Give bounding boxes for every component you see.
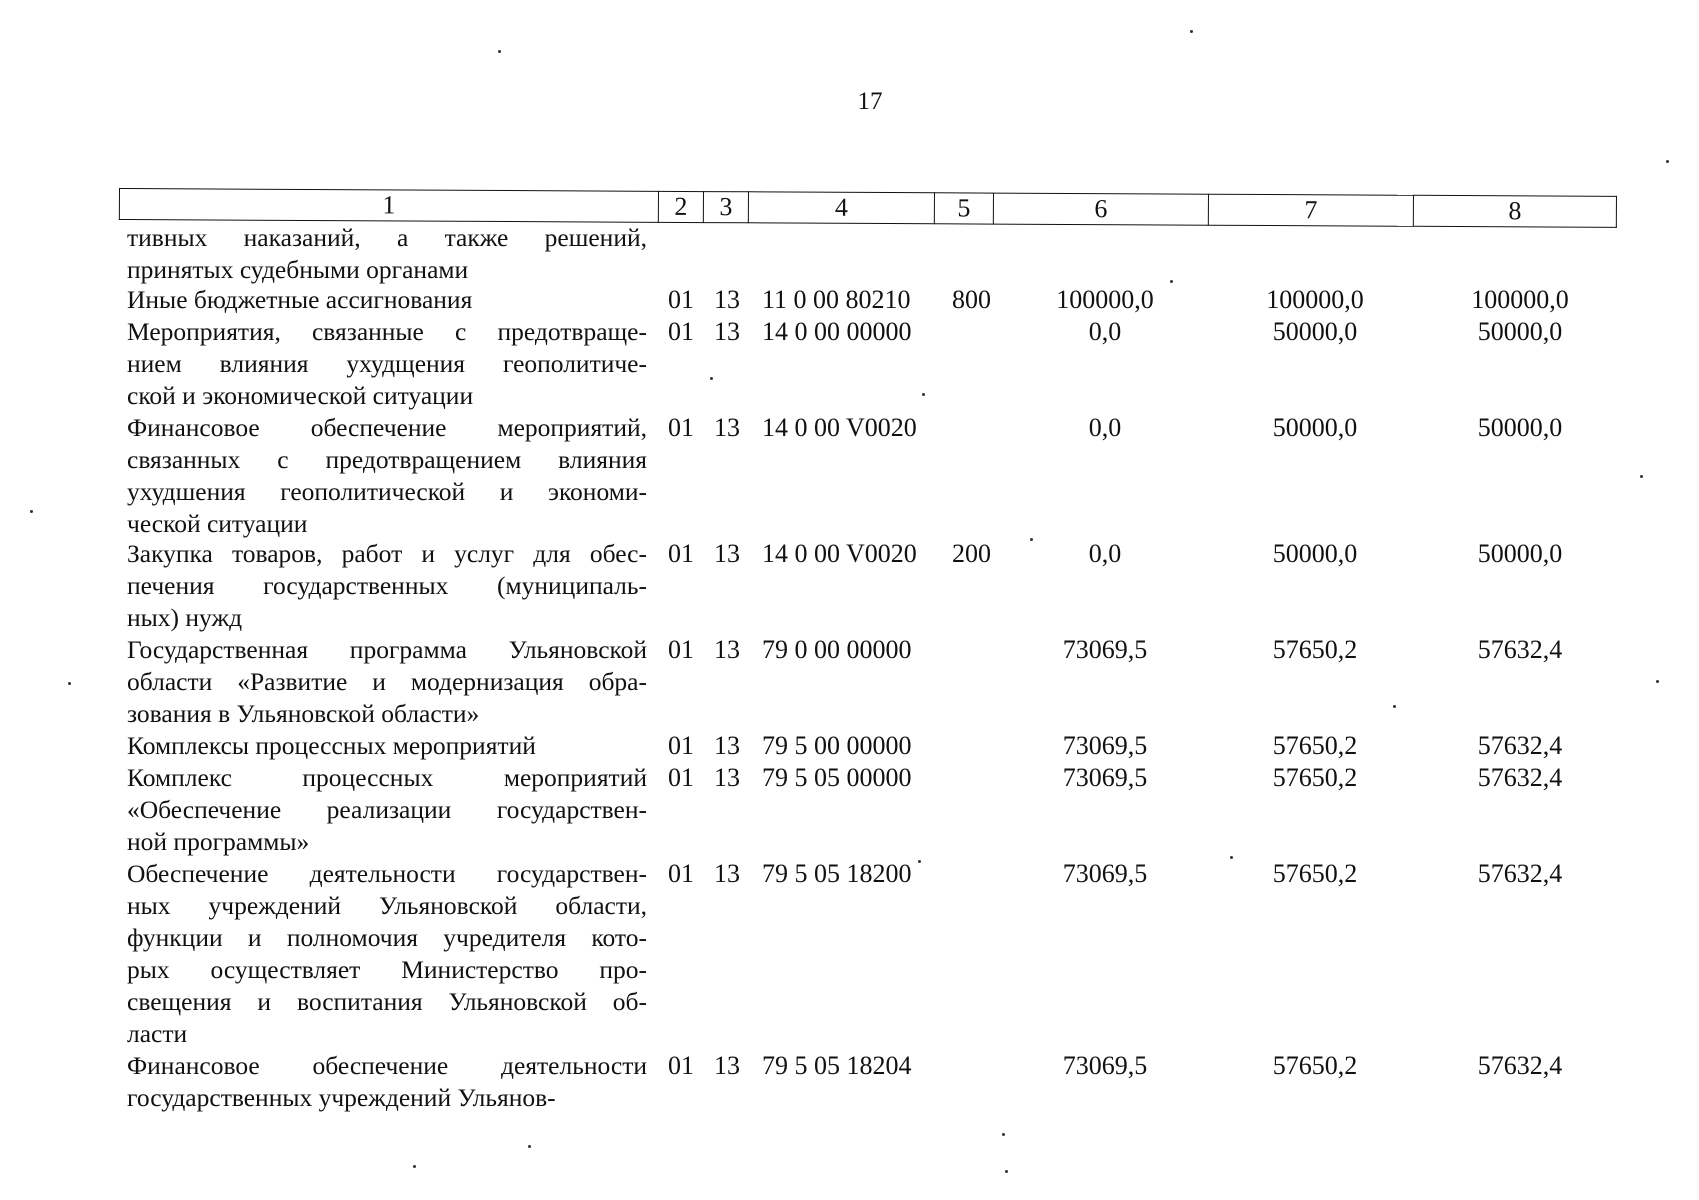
row-name xyxy=(127,222,647,286)
row-name-line: зования в Ульяновской области» xyxy=(127,699,480,728)
scan-speck xyxy=(710,377,713,380)
row-name-line: государственных учреждений Ульянов- xyxy=(127,1083,556,1112)
cell-col-2: 01 xyxy=(668,285,694,314)
cell-col-6: 73069,5 xyxy=(1062,763,1148,792)
scan-speck xyxy=(1656,680,1659,683)
cell-col-3: 13 xyxy=(714,731,740,760)
cell-col-8: 57632,4 xyxy=(1477,1051,1563,1080)
row-name-line: Комплексы процессных мероприятий xyxy=(127,731,536,760)
cell-col-6: 0,0 xyxy=(1088,413,1122,442)
row-name-line: печения государственных (муниципаль- xyxy=(127,571,647,600)
row-name-line: ской и экономической ситуации xyxy=(127,381,474,410)
cell-col-4: 79 5 05 00000 xyxy=(762,763,912,792)
cell-col-6: 73069,5 xyxy=(1062,635,1148,664)
cell-col-4: 79 0 00 00000 xyxy=(762,635,912,664)
cell-col-8: 50000,0 xyxy=(1477,413,1563,442)
scan-speck xyxy=(918,860,921,863)
row-name xyxy=(127,316,647,412)
column-header-4: 4 xyxy=(748,192,934,224)
cell-col-6: 73069,5 xyxy=(1062,859,1148,888)
cell-col-2: 01 xyxy=(668,539,694,568)
row-name-line: ных) нужд xyxy=(127,603,243,632)
column-header-8: 8 xyxy=(1413,195,1616,227)
cell-col-8: 57632,4 xyxy=(1477,731,1563,760)
cell-col-8: 57632,4 xyxy=(1477,635,1563,664)
scan-speck xyxy=(413,1165,416,1168)
cell-col-2: 01 xyxy=(668,859,694,888)
cell-col-3: 13 xyxy=(714,1051,740,1080)
row-name-line: ухудшения геополитической и экономи- xyxy=(127,477,647,506)
row-name-line: Комплекс процессных мероприятий xyxy=(127,763,647,792)
scan-speck xyxy=(1190,30,1193,33)
cell-col-5: 800 xyxy=(952,285,991,314)
row-name-line: Финансовое обеспечение деятельности xyxy=(127,1051,647,1080)
cell-col-6: 73069,5 xyxy=(1062,731,1148,760)
row-name xyxy=(127,858,647,1050)
row-name-line: нием влияния ухудщения геополитиче- xyxy=(127,349,647,378)
scan-speck xyxy=(1640,475,1643,478)
row-name xyxy=(127,730,647,762)
row-name-line: Финансовое обеспечение мероприятий, xyxy=(127,413,647,442)
cell-col-7: 50000,0 xyxy=(1272,413,1358,442)
row-name-line: Иные бюджетные ассигнования xyxy=(127,285,473,314)
row-name xyxy=(127,538,647,634)
cell-col-8: 57632,4 xyxy=(1477,763,1563,792)
row-name-line: ласти xyxy=(127,1019,188,1048)
cell-col-4: 11 0 00 80210 xyxy=(762,285,911,314)
scan-speck xyxy=(1230,856,1233,859)
scan-speck xyxy=(922,393,925,396)
cell-col-3: 13 xyxy=(714,317,740,346)
cell-col-3: 13 xyxy=(714,539,740,568)
cell-col-7: 57650,2 xyxy=(1272,731,1358,760)
cell-col-8: 50000,0 xyxy=(1477,317,1563,346)
row-name-line: свещения и воспитания Ульяновской об- xyxy=(127,987,647,1016)
row-name-line: ной программы» xyxy=(127,827,310,856)
cell-col-2: 01 xyxy=(668,413,694,442)
cell-col-8: 100000,0 xyxy=(1471,285,1569,314)
cell-col-7: 57650,2 xyxy=(1272,1051,1358,1080)
cell-col-8: 57632,4 xyxy=(1477,859,1563,888)
row-name-line: тивных наказаний, а также решений, xyxy=(127,223,647,252)
cell-col-2: 01 xyxy=(668,731,694,760)
row-name-line: рых осуществляет Министерство про- xyxy=(127,955,647,984)
cell-col-6: 0,0 xyxy=(1088,317,1122,346)
cell-col-3: 13 xyxy=(714,285,740,314)
row-name xyxy=(127,1050,647,1114)
column-header-6: 6 xyxy=(993,193,1208,225)
cell-col-4: 79 5 00 00000 xyxy=(762,731,912,760)
cell-col-7: 57650,2 xyxy=(1272,859,1358,888)
scan-speck xyxy=(1666,160,1669,163)
row-name xyxy=(127,284,647,316)
cell-col-3: 13 xyxy=(714,413,740,442)
row-name-line: Государственная программа Ульяновской xyxy=(127,635,647,664)
scan-speck xyxy=(68,682,71,685)
scan-speck xyxy=(1002,1133,1005,1136)
cell-col-6: 100000,0 xyxy=(1056,285,1154,314)
column-header-3: 3 xyxy=(703,192,748,223)
cell-col-3: 13 xyxy=(714,635,740,664)
cell-col-3: 13 xyxy=(714,859,740,888)
cell-col-7: 57650,2 xyxy=(1272,635,1358,664)
cell-col-6: 73069,5 xyxy=(1062,1051,1148,1080)
cell-col-3: 13 xyxy=(714,763,740,792)
cell-col-2: 01 xyxy=(668,635,694,664)
cell-col-4: 79 5 05 18204 xyxy=(762,1051,912,1080)
row-name-line: функции и полномочия учредителя кото- xyxy=(127,923,647,952)
cell-col-2: 01 xyxy=(668,763,694,792)
row-name-line: принятых судебными органами xyxy=(127,255,469,284)
cell-col-2: 01 xyxy=(668,1051,694,1080)
column-header-7: 7 xyxy=(1208,194,1413,226)
cell-col-4: 14 0 00 V0020 xyxy=(762,539,917,568)
row-name-line: области «Развитие и модернизация обра- xyxy=(127,667,647,696)
row-name-line: Закупка товаров, работ и услуг для обес- xyxy=(127,539,647,568)
cell-col-5: 200 xyxy=(952,539,991,568)
cell-col-7: 50000,0 xyxy=(1272,317,1358,346)
cell-col-4: 14 0 00 00000 xyxy=(762,317,912,346)
cell-col-2: 01 xyxy=(668,317,694,346)
row-name xyxy=(127,634,647,730)
row-name xyxy=(127,762,647,858)
row-name-line: ческой ситуации xyxy=(127,509,308,538)
scan-speck xyxy=(1170,280,1173,283)
scan-speck xyxy=(1005,1170,1008,1173)
cell-col-8: 50000,0 xyxy=(1477,539,1563,568)
column-header-5: 5 xyxy=(934,193,993,224)
scan-speck xyxy=(528,1145,531,1148)
column-header-1: 1 xyxy=(119,189,658,223)
row-name-line: Обеспечение деятельности государствен- xyxy=(127,859,647,888)
scan-speck xyxy=(1030,538,1033,541)
cell-col-6: 0,0 xyxy=(1088,539,1122,568)
cell-col-4: 14 0 00 V0020 xyxy=(762,413,917,442)
cell-col-7: 100000,0 xyxy=(1266,285,1364,314)
scan-speck xyxy=(1393,705,1396,708)
scan-speck xyxy=(30,510,33,513)
cell-col-7: 57650,2 xyxy=(1272,763,1358,792)
row-name-line: связанных с предотвращением влияния xyxy=(127,445,647,474)
row-name-line: «Обеспечение реализации государствен- xyxy=(127,795,647,824)
cell-col-4: 79 5 05 18200 xyxy=(762,859,912,888)
row-name xyxy=(127,412,647,540)
cell-col-7: 50000,0 xyxy=(1272,539,1358,568)
row-name-line: Мероприятия, связанные с предотвраще- xyxy=(127,317,647,346)
row-name-line: ных учреждений Ульяновской области, xyxy=(127,891,647,920)
page-number: 17 xyxy=(857,88,883,115)
column-header-2: 2 xyxy=(658,191,703,222)
scan-speck xyxy=(498,50,501,53)
